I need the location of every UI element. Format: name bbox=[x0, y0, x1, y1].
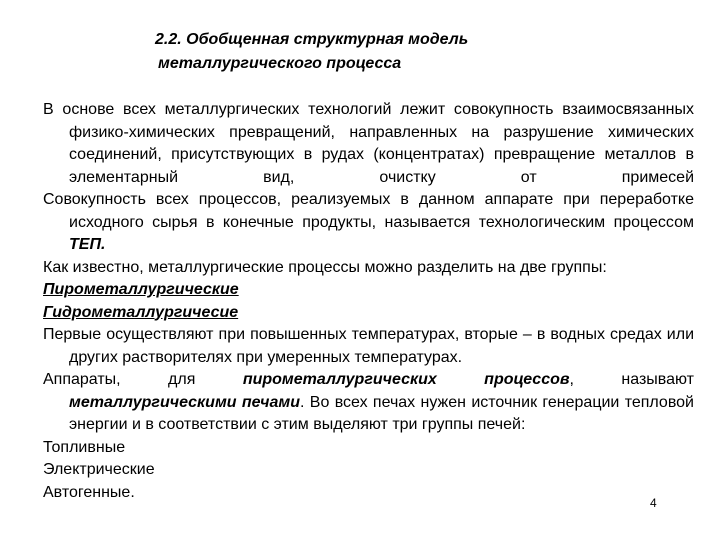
term-pyro-processes: пирометаллургических процессов bbox=[242, 371, 570, 388]
title-line-1: 2.2. Обобщенная структурная модель bbox=[155, 31, 469, 48]
slide-title bbox=[155, 28, 468, 76]
paragraph-5-c: . Во всех печах нужен источник генерации тепловой энергии и в соответствии с этим выделяют три группы печей: bbox=[69, 393, 694, 433]
paragraph-3: Как известно, металлургические процессы можно разделить на две группы: bbox=[43, 258, 607, 276]
paragraph-4: Первые осуществляют при повышенных температурах, вторые – в водных средах или других растворителях при умеренных температурах. bbox=[43, 326, 694, 366]
paragraph-5-b: , называют bbox=[569, 371, 695, 388]
paragraph-2-text: Совокупность всех процессов, реализуемых в данном аппарате при переработке исходного сырья в конечные продукты, называется технологическим процессом bbox=[43, 191, 694, 231]
group-hydrometallurgical-label: Гидрометаллургичесие bbox=[43, 303, 239, 321]
furnace-electric: Электрические bbox=[43, 461, 155, 478]
title-line-2: металлургического процесса bbox=[158, 55, 402, 72]
furnace-autogenous: Автогенные. bbox=[43, 483, 135, 501]
term-tep: ТЕП. bbox=[69, 236, 106, 253]
paragraph-1: В основе всех металлургических технологий лежит совокупность взаимосвязанных физико-химических превращений, направленных на разрушение химических соединений, присутствующих в рудах (концентратах) превращение металлов в элементарный вид, очистку от примесей bbox=[43, 101, 694, 186]
term-metallurgical-furnaces: металлургическими печами bbox=[69, 393, 300, 411]
group-pyrometallurgical bbox=[43, 279, 694, 302]
paragraph-5 bbox=[43, 369, 694, 437]
paragraph-2 bbox=[43, 189, 694, 257]
group-hydrometallurgical bbox=[43, 302, 694, 325]
paragraph-5-a: Аппараты, для bbox=[43, 371, 243, 388]
slide-number: 4 bbox=[650, 496, 657, 510]
slide-body bbox=[43, 99, 694, 504]
group-pyrometallurgical-label: Пирометаллургические bbox=[43, 281, 239, 298]
furnace-fuel: Топливные bbox=[43, 438, 126, 456]
